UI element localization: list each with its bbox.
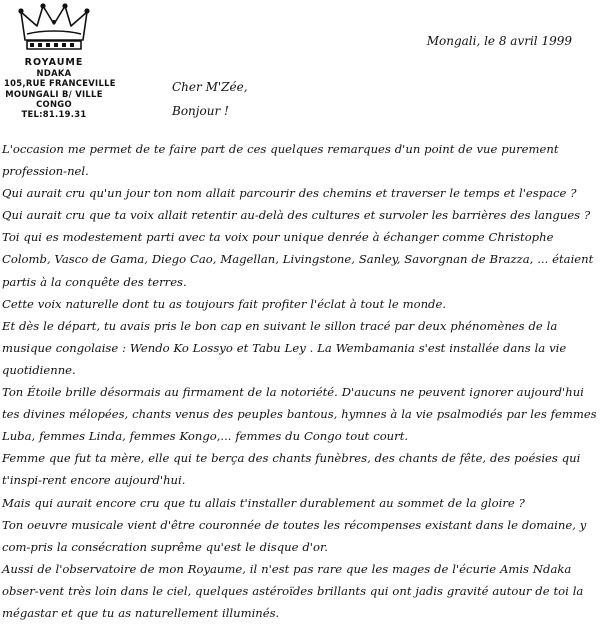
- paragraph: Mais qui aurait encore cru que tu allais t'installer durablement au sommet de la gloire ?: [2, 495, 525, 510]
- crown-icon: [17, 2, 91, 58]
- phone-number: TEL:81.19.31: [21, 109, 87, 120]
- paragraph: Ton Étoile brille désormais au firmament de la notoriété. D'aucuns ne peuvent ignorer aujourd'hui tes divines mélopées, chants venus des peuples bantous, hymnes à la vie psalmodiés par les femmes Luba, femmes Linda, femmes Kongo,... femmes du Congo tout court.: [2, 385, 597, 444]
- kingdom-subname: NDAKA: [36, 68, 72, 79]
- paragraph: Femme que fut ta mère, elle qui te berça des chants funèbres, des chants de fête, des poésies qui t'inspi-rent encore aujourd'hui.: [2, 451, 581, 488]
- paragraph: Aussi de l'observatoire de mon Royaume, il n'est pas rare que les mages de l'écurie Amis Ndaka obser-vent très loin dans le ciel, quelques astéroïdes brillants qui ont jadis gravité autour de toi la mégastar et que tu as naturellement illuminés.: [2, 561, 584, 620]
- letter-body: [2, 138, 598, 624]
- paragraph: Toi qui es modestement parti avec ta voix pour unique denrée à échanger comme Christophe Colomb, Vasco de Gama, Diego Cao, Magellan, Livingstone, Sanley, Savorgnan de Brazza, ... étaient partis à la conquête des terres.: [2, 230, 594, 289]
- paragraph: L'occasion me permet de te faire part de ces quelques remarques d'un point de vue purement profession-nel.: [2, 142, 559, 179]
- kingdom-name: ROYAUME: [24, 57, 84, 68]
- paragraph: Ton oeuvre musicale vient d'être couronnée de toutes les récompenses existant dans le domaine, y com-pris la consécration suprême qu'est le disque d'or.: [2, 517, 587, 554]
- paragraph: Qui aurait cru que ta voix allait retentir au-delà des cultures et survoler les barrières des langues ?: [2, 208, 591, 223]
- paragraph: Qui aurait cru qu'un jour ton nom allait parcourir des chemins et traverser le temps et l'espace ?: [2, 186, 577, 201]
- salutation-block: [172, 75, 248, 123]
- letter-dateline: Mongali, le 8 avril 1999: [426, 34, 572, 48]
- letterhead: [4, 2, 116, 120]
- paragraph: Et dès le départ, tu avais pris le bon cap en suivant le sillon tracé par deux phénomènes de la musique congolaise : Wendo Ko Lossyo et Tabu Ley . La Wembamania s'est installée dans la vie quotidienne.: [2, 318, 567, 377]
- address-line-2: MOUNGALI B/ VILLE: [5, 88, 103, 99]
- greeting: Bonjour !: [172, 104, 229, 118]
- salutation: Cher M'Zée,: [172, 80, 248, 94]
- paragraph: Cette voix naturelle dont tu as toujours fait profiter l'éclat à tout le monde.: [2, 296, 447, 311]
- address-line-1: 105,RUE FRANCEVILLE: [4, 78, 116, 89]
- address-city: CONGO: [36, 98, 72, 109]
